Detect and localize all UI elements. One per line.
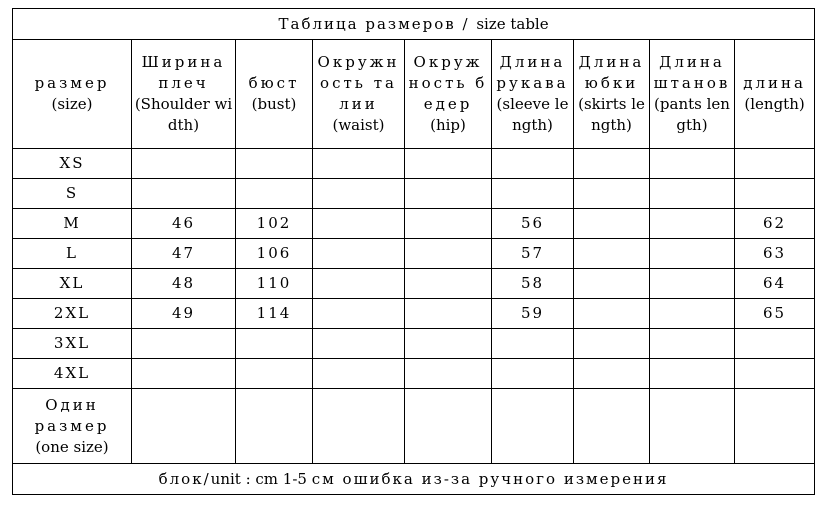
table-cell: 57 xyxy=(492,239,574,269)
table-row xyxy=(13,299,815,329)
header-bust xyxy=(236,40,313,149)
table-cell xyxy=(574,299,650,329)
header-hip xyxy=(405,40,492,149)
header-skirt xyxy=(574,40,650,149)
table-title xyxy=(13,9,815,40)
table-cell: 47 xyxy=(132,239,236,269)
header-size-en: (size) xyxy=(51,95,93,113)
header-shoulder-ru: Ширина плеч xyxy=(141,53,226,92)
header-size xyxy=(13,40,132,149)
header-waist-en: (waist) xyxy=(332,116,385,134)
table-cell xyxy=(313,389,405,464)
header-waist xyxy=(313,40,405,149)
table-cell xyxy=(132,179,236,209)
header-sleeve-ru: Длина рукава xyxy=(496,53,569,92)
table-cell xyxy=(313,209,405,239)
header-row xyxy=(13,40,815,149)
table-title-en: size table xyxy=(476,14,549,33)
table-cell xyxy=(492,359,574,389)
table-cell: 62 xyxy=(735,209,815,239)
header-length-ru: длина xyxy=(743,74,806,92)
header-skirt-ru: Длина юбки xyxy=(578,53,645,92)
size-label: S xyxy=(13,179,132,209)
table-cell: 106 xyxy=(236,239,313,269)
header-sleeve-en: (sleeve length) xyxy=(496,95,569,134)
table-row xyxy=(13,359,815,389)
table-cell xyxy=(735,359,815,389)
size-label: M xyxy=(13,209,132,239)
table-cell: 110 xyxy=(236,269,313,299)
footer-unit-en: unit : cm 1-5 xyxy=(210,469,312,488)
table-cell xyxy=(492,179,574,209)
table-cell xyxy=(405,209,492,239)
header-sleeve xyxy=(492,40,574,149)
size-table xyxy=(12,8,815,495)
size-label: L xyxy=(13,239,132,269)
table-row xyxy=(13,209,815,239)
table-cell xyxy=(236,179,313,209)
table-cell: 58 xyxy=(492,269,574,299)
table-cell: 63 xyxy=(735,239,815,269)
table-cell: 102 xyxy=(236,209,313,239)
header-length xyxy=(735,40,815,149)
table-cell xyxy=(313,239,405,269)
table-cell xyxy=(313,359,405,389)
table-cell xyxy=(405,179,492,209)
table-row xyxy=(13,329,815,359)
table-cell xyxy=(735,179,815,209)
table-cell xyxy=(313,269,405,299)
header-waist-ru: Окружность талии xyxy=(317,53,400,113)
size-label: 3XL xyxy=(13,329,132,359)
one-size-label xyxy=(13,389,132,464)
table-cell xyxy=(405,269,492,299)
header-bust-ru: бюст xyxy=(248,74,300,92)
table-cell xyxy=(574,359,650,389)
header-skirt-en: (skirts length) xyxy=(578,95,645,134)
table-cell xyxy=(132,389,236,464)
table-row xyxy=(13,269,815,299)
table-cell xyxy=(574,239,650,269)
table-cell: 59 xyxy=(492,299,574,329)
table-cell xyxy=(650,269,735,299)
header-size-ru: размер xyxy=(34,74,110,92)
table-cell xyxy=(735,389,815,464)
table-cell: 48 xyxy=(132,269,236,299)
table-cell xyxy=(313,299,405,329)
table-title-separator: / xyxy=(455,14,477,33)
header-shoulder xyxy=(132,40,236,149)
table-cell: 56 xyxy=(492,209,574,239)
header-pants-ru: Длина штанов xyxy=(653,53,731,92)
table-cell xyxy=(405,359,492,389)
table-cell xyxy=(574,329,650,359)
table-cell xyxy=(650,209,735,239)
table-cell xyxy=(405,329,492,359)
table-cell xyxy=(574,149,650,179)
table-title-ru: Таблица размеров xyxy=(278,14,456,33)
table-cell xyxy=(574,269,650,299)
table-cell xyxy=(405,299,492,329)
table-cell xyxy=(492,329,574,359)
table-cell xyxy=(236,389,313,464)
one-size-label-en: (one size) xyxy=(35,437,109,456)
table-cell xyxy=(650,389,735,464)
table-cell xyxy=(313,179,405,209)
table-cell xyxy=(132,359,236,389)
table-cell xyxy=(574,209,650,239)
table-cell xyxy=(650,179,735,209)
one-size-label-ru: Один размер xyxy=(34,395,110,435)
table-cell xyxy=(405,389,492,464)
size-label: XS xyxy=(13,149,132,179)
table-cell xyxy=(650,329,735,359)
table-cell xyxy=(236,329,313,359)
table-cell xyxy=(492,149,574,179)
header-hip-en: (hip) xyxy=(430,116,466,134)
header-shoulder-en: (Shoulder width) xyxy=(134,95,233,134)
table-row xyxy=(13,239,815,269)
table-cell xyxy=(236,149,313,179)
table-cell xyxy=(574,179,650,209)
footer-note: см ошибка из-за ручного измерения xyxy=(311,469,669,488)
one-size-row xyxy=(13,389,815,464)
table-cell: 46 xyxy=(132,209,236,239)
size-label: XL xyxy=(13,269,132,299)
table-cell xyxy=(650,149,735,179)
header-bust-en: (bust) xyxy=(251,95,297,113)
table-cell xyxy=(735,149,815,179)
data-rows xyxy=(13,149,815,389)
table-row xyxy=(13,179,815,209)
table-cell xyxy=(650,299,735,329)
size-label: 2XL xyxy=(13,299,132,329)
table-cell: 114 xyxy=(236,299,313,329)
header-pants xyxy=(650,40,735,149)
table-cell xyxy=(132,329,236,359)
size-label: 4XL xyxy=(13,359,132,389)
header-length-en: (length) xyxy=(744,95,805,113)
table-cell xyxy=(132,149,236,179)
header-hip-ru: Окружность бедер xyxy=(408,53,488,113)
table-row xyxy=(13,149,815,179)
table-cell: 65 xyxy=(735,299,815,329)
table-cell: 49 xyxy=(132,299,236,329)
table-footer xyxy=(13,464,815,495)
table-cell xyxy=(492,389,574,464)
table-cell: 64 xyxy=(735,269,815,299)
table-cell xyxy=(313,329,405,359)
table-cell xyxy=(405,239,492,269)
table-cell xyxy=(574,389,650,464)
table-cell xyxy=(650,359,735,389)
footer-unit-ru: блок/ xyxy=(158,469,211,488)
table-cell xyxy=(236,359,313,389)
table-cell xyxy=(650,239,735,269)
header-pants-en: (pants length) xyxy=(654,95,730,134)
table-cell xyxy=(405,149,492,179)
table-cell xyxy=(313,149,405,179)
table-cell xyxy=(735,329,815,359)
